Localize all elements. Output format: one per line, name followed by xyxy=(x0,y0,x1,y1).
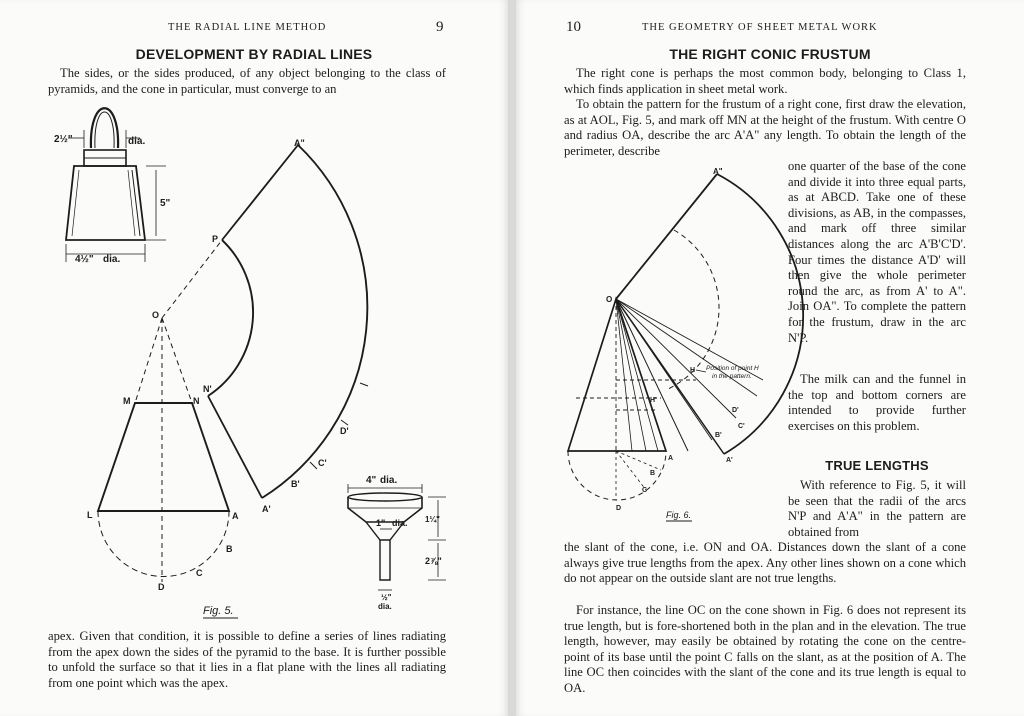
book-gutter xyxy=(508,0,516,716)
fig6-label-c-prime: C' xyxy=(738,423,745,430)
figure-5 xyxy=(0,0,508,716)
funnel-top-unit: dia. xyxy=(380,475,398,486)
figure-5-caption: Fig. 5. xyxy=(203,605,234,617)
label-b: B xyxy=(226,544,233,554)
pail-base-unit: dia. xyxy=(103,254,121,265)
fig6-label-o: O xyxy=(606,295,613,304)
right-paragraph-4-full: the slant of the cone, i.e. ON and OA. Distances down the slant of a cone always give true lengths from the apex. Any other lines shown on a cone which do not appear on the outside slant are not true lengths. xyxy=(564,540,966,586)
funnel-spout-unit: dia. xyxy=(378,602,392,611)
funnel-neck-dim: 1" xyxy=(376,518,386,528)
label-a: A xyxy=(232,511,239,521)
left-closing-paragraph: apex. Given that condition, it is possible to define a series of lines radiating from the apex down the sides of the pyramid to the base. It is further possible to unfold the surface so that it lies in a flat plane with the lines all radiating from one point which was the apex. xyxy=(48,629,446,690)
figure-6 xyxy=(516,0,1024,716)
funnel-height-1: 1¼" xyxy=(425,515,440,524)
funnel-top-dim: 4" xyxy=(366,475,377,486)
label-a-prime: A' xyxy=(262,504,271,514)
fig6-label-a-double-prime: A" xyxy=(713,167,723,176)
left-page xyxy=(0,0,508,716)
right-heading: THE RIGHT CONIC FRUSTUM xyxy=(669,46,871,62)
left-running-head: THE RADIAL LINE METHOD xyxy=(168,22,327,33)
fig6-label-h-prime: H' xyxy=(650,397,657,404)
left-heading: DEVELOPMENT BY RADIAL LINES xyxy=(135,46,373,62)
label-l: L xyxy=(87,510,93,520)
label-apex-o: O xyxy=(152,310,160,320)
fig6-label-b-prime: B' xyxy=(715,432,722,439)
right-paragraph-5: For instance, the line OC on the cone shown in Fig. 6 does not represent its true length, but is fore-shortened both in the plan and in the elevation. The true length, however, may easily be obtained by rotating the cone on the centre-point of its base until the point C falls on the slant, as at the position of A. The line OC then coincides with the slant of the cone and its true length is equal to OA. xyxy=(564,603,966,695)
fig6-label-d: D xyxy=(616,505,622,512)
fig6-annotation-line-1: Position of point H xyxy=(706,365,759,372)
label-n-prime: N' xyxy=(203,384,212,394)
pail-top-unit: dia. xyxy=(128,136,146,147)
right-running-head: THE GEOMETRY OF SHEET METAL WORK xyxy=(642,22,878,33)
funnel-height-2: 2⅞" xyxy=(425,556,442,566)
label-c: C xyxy=(196,568,203,578)
right-paragraph-2-side: one quarter of the base of the cone and divide it into three equal parts, as at ABCD. Take one of these divisions, as AB, in the compasses, and mark off three similar distances along the arc A'B'C'D'. Four times the distance A'D' will then give the whole perimeter round the arc, as from A' to A". Join OA". To complete the pattern for the frustum, draw in the arc N'P. xyxy=(788,159,966,345)
pail-base-dim: 4½" xyxy=(75,254,94,265)
label-n: N xyxy=(193,396,200,406)
label-m: M xyxy=(123,396,131,406)
right-paragraph-1: The right cone is perhaps the most common body, belonging to Class 1, which finds application in sheet metal work. xyxy=(564,66,966,96)
pail-height-dim: 5" xyxy=(160,198,171,209)
right-paragraph-2-top: To obtain the pattern for the frustum of a right cone, first draw the elevation, as at AOL, Fig. 5, and mark off MN at the height of the frustum. With centre O and radius OA, describe the arc A'A" any length. To obtain the length of the perimeter, describe xyxy=(564,97,966,158)
fig6-label-c: C xyxy=(642,487,648,494)
right-page xyxy=(516,0,1024,716)
fig6-label-h: H xyxy=(690,367,696,374)
true-lengths-heading: TRUE LENGTHS xyxy=(825,458,929,473)
right-paragraph-3: The milk can and the funnel in the top and bottom corners are intended to provide further exercises on this problem. xyxy=(788,372,966,433)
label-d-prime: D' xyxy=(340,426,349,436)
cone-pattern-drawing xyxy=(568,174,803,500)
funnel-spout-dim: ½" xyxy=(381,593,392,602)
pail-top-dim: 2½" xyxy=(54,134,73,145)
fig6-label-d-prime: D' xyxy=(732,407,739,414)
label-c-prime: C' xyxy=(318,458,327,468)
right-paragraph-4-side: With reference to Fig. 5, it will be seen that the radii of the arcs N'P and A'A" in the pattern are obtained from xyxy=(788,478,966,539)
fig6-label-b: B xyxy=(650,470,656,477)
label-a-double-prime: A" xyxy=(294,138,305,148)
right-page-number: 10 xyxy=(566,19,581,35)
funnel-neck-unit: dia. xyxy=(392,518,408,528)
fig6-label-a-prime: A' xyxy=(726,457,733,464)
left-page-number: 9 xyxy=(436,19,444,35)
label-p: P xyxy=(212,234,219,244)
fig6-label-a: A xyxy=(668,455,674,462)
label-b-prime: B' xyxy=(291,479,300,489)
fig6-annotation-line-2: in the pattern. xyxy=(712,373,752,380)
figure-6-caption: Fig. 6. xyxy=(666,510,692,520)
milk-can-drawing xyxy=(66,108,166,262)
label-d: D xyxy=(158,582,165,592)
left-intro-paragraph: The sides, or the sides produced, of any object belonging to the class of pyramids, and the cone in particular, must converge to an xyxy=(48,66,446,96)
funnel-drawing xyxy=(348,484,446,590)
